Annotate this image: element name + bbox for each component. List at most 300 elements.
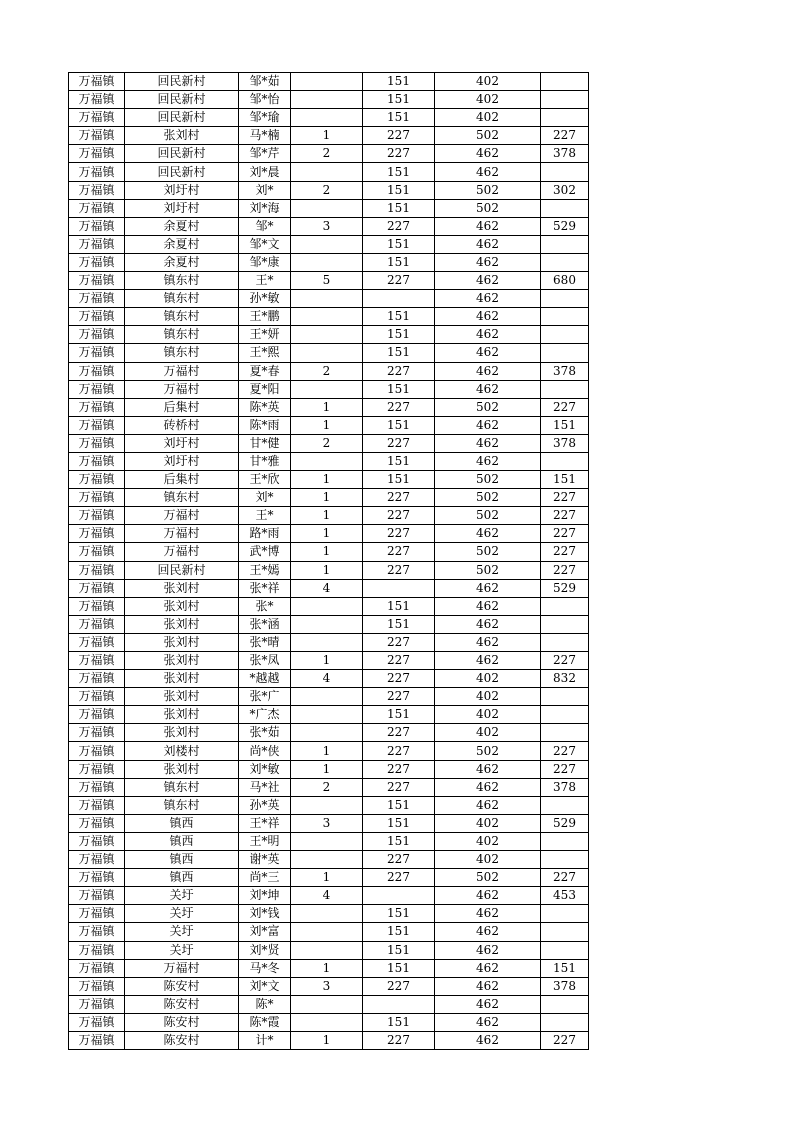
name-cell: 陈*英 bbox=[239, 398, 291, 416]
amount-a-cell: 227 bbox=[363, 507, 435, 525]
count-cell: 1 bbox=[291, 652, 363, 670]
name-cell: 刘*海 bbox=[239, 199, 291, 217]
town-cell: 万福镇 bbox=[69, 706, 125, 724]
amount-a-cell bbox=[363, 579, 435, 597]
total-cell bbox=[541, 724, 589, 742]
amount-b-cell: 462 bbox=[435, 579, 541, 597]
amount-b-cell: 402 bbox=[435, 670, 541, 688]
name-cell: 马*冬 bbox=[239, 959, 291, 977]
count-cell: 1 bbox=[291, 416, 363, 434]
amount-b-cell: 462 bbox=[435, 760, 541, 778]
count-cell bbox=[291, 832, 363, 850]
village-cell: 镇东村 bbox=[125, 290, 239, 308]
amount-b-cell: 502 bbox=[435, 507, 541, 525]
village-cell: 镇东村 bbox=[125, 326, 239, 344]
name-cell: 王*熙 bbox=[239, 344, 291, 362]
total-cell: 151 bbox=[541, 471, 589, 489]
count-cell: 2 bbox=[291, 145, 363, 163]
village-cell: 陈安村 bbox=[125, 995, 239, 1013]
name-cell: 邹*文 bbox=[239, 235, 291, 253]
village-cell: 陈安村 bbox=[125, 1013, 239, 1031]
village-cell: 陈安村 bbox=[125, 977, 239, 995]
table-row bbox=[69, 851, 589, 869]
amount-a-cell: 151 bbox=[363, 181, 435, 199]
table-row bbox=[69, 652, 589, 670]
town-cell: 万福镇 bbox=[69, 253, 125, 271]
table-row bbox=[69, 905, 589, 923]
name-cell: 邹*芹 bbox=[239, 145, 291, 163]
amount-b-cell: 502 bbox=[435, 199, 541, 217]
amount-a-cell: 151 bbox=[363, 199, 435, 217]
table-row bbox=[69, 760, 589, 778]
count-cell: 1 bbox=[291, 489, 363, 507]
total-cell: 227 bbox=[541, 1031, 589, 1049]
total-cell: 227 bbox=[541, 525, 589, 543]
village-cell: 镇东村 bbox=[125, 344, 239, 362]
village-cell: 砖桥村 bbox=[125, 416, 239, 434]
amount-a-cell: 151 bbox=[363, 416, 435, 434]
amount-a-cell: 151 bbox=[363, 471, 435, 489]
name-cell: 陈*霞 bbox=[239, 1013, 291, 1031]
total-cell: 378 bbox=[541, 434, 589, 452]
town-cell: 万福镇 bbox=[69, 995, 125, 1013]
amount-a-cell: 227 bbox=[363, 977, 435, 995]
amount-b-cell: 462 bbox=[435, 326, 541, 344]
village-cell: 张刘村 bbox=[125, 579, 239, 597]
amount-a-cell bbox=[363, 887, 435, 905]
amount-b-cell: 402 bbox=[435, 688, 541, 706]
amount-b-cell: 462 bbox=[435, 977, 541, 995]
name-cell: 王* bbox=[239, 272, 291, 290]
amount-b-cell: 462 bbox=[435, 796, 541, 814]
total-cell: 378 bbox=[541, 362, 589, 380]
town-cell: 万福镇 bbox=[69, 615, 125, 633]
village-cell: 张刘村 bbox=[125, 724, 239, 742]
town-cell: 万福镇 bbox=[69, 525, 125, 543]
total-cell: 227 bbox=[541, 742, 589, 760]
amount-a-cell: 227 bbox=[363, 633, 435, 651]
name-cell: 刘*钱 bbox=[239, 905, 291, 923]
amount-a-cell: 151 bbox=[363, 941, 435, 959]
name-cell: 张*广 bbox=[239, 688, 291, 706]
table-row bbox=[69, 416, 589, 434]
count-cell bbox=[291, 633, 363, 651]
amount-b-cell: 502 bbox=[435, 543, 541, 561]
town-cell: 万福镇 bbox=[69, 905, 125, 923]
amount-b-cell: 462 bbox=[435, 163, 541, 181]
amount-b-cell: 462 bbox=[435, 941, 541, 959]
table-row bbox=[69, 290, 589, 308]
village-cell: 镇东村 bbox=[125, 778, 239, 796]
table-body bbox=[69, 73, 589, 1050]
village-cell: 镇东村 bbox=[125, 796, 239, 814]
amount-b-cell: 462 bbox=[435, 362, 541, 380]
village-cell: 后集村 bbox=[125, 398, 239, 416]
total-cell bbox=[541, 706, 589, 724]
amount-b-cell: 462 bbox=[435, 652, 541, 670]
count-cell bbox=[291, 796, 363, 814]
data-table bbox=[68, 72, 589, 1050]
amount-b-cell: 462 bbox=[435, 308, 541, 326]
count-cell: 2 bbox=[291, 181, 363, 199]
table-row bbox=[69, 615, 589, 633]
name-cell: 邹*怡 bbox=[239, 91, 291, 109]
total-cell bbox=[541, 380, 589, 398]
count-cell bbox=[291, 724, 363, 742]
table-row bbox=[69, 145, 589, 163]
count-cell bbox=[291, 923, 363, 941]
table-row bbox=[69, 507, 589, 525]
amount-b-cell: 462 bbox=[435, 615, 541, 633]
count-cell: 2 bbox=[291, 434, 363, 452]
name-cell: 马*社 bbox=[239, 778, 291, 796]
amount-a-cell: 227 bbox=[363, 561, 435, 579]
table-row bbox=[69, 163, 589, 181]
town-cell: 万福镇 bbox=[69, 398, 125, 416]
town-cell: 万福镇 bbox=[69, 326, 125, 344]
amount-a-cell: 151 bbox=[363, 923, 435, 941]
town-cell: 万福镇 bbox=[69, 217, 125, 235]
total-cell: 378 bbox=[541, 977, 589, 995]
table-row bbox=[69, 941, 589, 959]
table-row bbox=[69, 235, 589, 253]
amount-a-cell: 151 bbox=[363, 1013, 435, 1031]
total-cell bbox=[541, 597, 589, 615]
town-cell: 万福镇 bbox=[69, 760, 125, 778]
town-cell: 万福镇 bbox=[69, 362, 125, 380]
village-cell: 回民新村 bbox=[125, 561, 239, 579]
total-cell: 302 bbox=[541, 181, 589, 199]
table-row bbox=[69, 688, 589, 706]
village-cell: 张刘村 bbox=[125, 670, 239, 688]
village-cell: 后集村 bbox=[125, 471, 239, 489]
count-cell bbox=[291, 308, 363, 326]
town-cell: 万福镇 bbox=[69, 579, 125, 597]
amount-b-cell: 462 bbox=[435, 290, 541, 308]
amount-b-cell: 402 bbox=[435, 706, 541, 724]
table-row bbox=[69, 814, 589, 832]
village-cell: 张刘村 bbox=[125, 597, 239, 615]
total-cell: 832 bbox=[541, 670, 589, 688]
amount-a-cell: 227 bbox=[363, 760, 435, 778]
total-cell: 151 bbox=[541, 959, 589, 977]
town-cell: 万福镇 bbox=[69, 272, 125, 290]
name-cell: 张*涵 bbox=[239, 615, 291, 633]
table-row bbox=[69, 670, 589, 688]
table-row bbox=[69, 253, 589, 271]
total-cell: 227 bbox=[541, 489, 589, 507]
amount-b-cell: 462 bbox=[435, 923, 541, 941]
table-row bbox=[69, 434, 589, 452]
village-cell: 镇西 bbox=[125, 832, 239, 850]
amount-a-cell: 227 bbox=[363, 851, 435, 869]
village-cell: 镇西 bbox=[125, 851, 239, 869]
name-cell: 孙*敏 bbox=[239, 290, 291, 308]
town-cell: 万福镇 bbox=[69, 724, 125, 742]
count-cell: 1 bbox=[291, 869, 363, 887]
table-row bbox=[69, 452, 589, 470]
total-cell bbox=[541, 452, 589, 470]
count-cell bbox=[291, 905, 363, 923]
amount-a-cell: 227 bbox=[363, 127, 435, 145]
count-cell bbox=[291, 344, 363, 362]
amount-b-cell: 502 bbox=[435, 489, 541, 507]
total-cell bbox=[541, 851, 589, 869]
amount-a-cell: 227 bbox=[363, 217, 435, 235]
amount-a-cell bbox=[363, 995, 435, 1013]
amount-a-cell: 151 bbox=[363, 706, 435, 724]
total-cell bbox=[541, 995, 589, 1013]
village-cell: 万福村 bbox=[125, 525, 239, 543]
amount-b-cell: 462 bbox=[435, 217, 541, 235]
total-cell: 529 bbox=[541, 217, 589, 235]
town-cell: 万福镇 bbox=[69, 869, 125, 887]
town-cell: 万福镇 bbox=[69, 832, 125, 850]
table-row bbox=[69, 923, 589, 941]
amount-b-cell: 462 bbox=[435, 1031, 541, 1049]
amount-a-cell: 151 bbox=[363, 73, 435, 91]
amount-b-cell: 462 bbox=[435, 995, 541, 1013]
name-cell: 刘*富 bbox=[239, 923, 291, 941]
amount-b-cell: 402 bbox=[435, 91, 541, 109]
amount-a-cell: 151 bbox=[363, 959, 435, 977]
village-cell: 张刘村 bbox=[125, 615, 239, 633]
name-cell: 王* bbox=[239, 507, 291, 525]
town-cell: 万福镇 bbox=[69, 887, 125, 905]
amount-b-cell: 462 bbox=[435, 959, 541, 977]
total-cell bbox=[541, 905, 589, 923]
name-cell: 邹*茹 bbox=[239, 73, 291, 91]
town-cell: 万福镇 bbox=[69, 633, 125, 651]
table-row bbox=[69, 1031, 589, 1049]
table-row bbox=[69, 995, 589, 1013]
town-cell: 万福镇 bbox=[69, 380, 125, 398]
amount-a-cell: 151 bbox=[363, 452, 435, 470]
table-row bbox=[69, 724, 589, 742]
village-cell: 张刘村 bbox=[125, 127, 239, 145]
village-cell: 关圩 bbox=[125, 923, 239, 941]
count-cell bbox=[291, 1013, 363, 1031]
amount-a-cell: 227 bbox=[363, 272, 435, 290]
village-cell: 余夏村 bbox=[125, 253, 239, 271]
total-cell: 151 bbox=[541, 416, 589, 434]
name-cell: 计* bbox=[239, 1031, 291, 1049]
village-cell: 回民新村 bbox=[125, 91, 239, 109]
amount-a-cell: 227 bbox=[363, 489, 435, 507]
amount-b-cell: 502 bbox=[435, 561, 541, 579]
name-cell: 王*妍 bbox=[239, 326, 291, 344]
count-cell: 1 bbox=[291, 760, 363, 778]
count-cell: 4 bbox=[291, 579, 363, 597]
village-cell: 万福村 bbox=[125, 507, 239, 525]
amount-b-cell: 462 bbox=[435, 145, 541, 163]
name-cell: 王*明 bbox=[239, 832, 291, 850]
count-cell: 1 bbox=[291, 398, 363, 416]
name-cell: 尚*三 bbox=[239, 869, 291, 887]
town-cell: 万福镇 bbox=[69, 145, 125, 163]
village-cell: 关圩 bbox=[125, 887, 239, 905]
name-cell: *广杰 bbox=[239, 706, 291, 724]
amount-b-cell: 402 bbox=[435, 851, 541, 869]
table-row bbox=[69, 344, 589, 362]
total-cell: 378 bbox=[541, 145, 589, 163]
count-cell bbox=[291, 995, 363, 1013]
count-cell: 2 bbox=[291, 778, 363, 796]
name-cell: 王*鹏 bbox=[239, 308, 291, 326]
name-cell: 孙*英 bbox=[239, 796, 291, 814]
count-cell bbox=[291, 91, 363, 109]
town-cell: 万福镇 bbox=[69, 199, 125, 217]
town-cell: 万福镇 bbox=[69, 561, 125, 579]
name-cell: 刘* bbox=[239, 181, 291, 199]
total-cell bbox=[541, 253, 589, 271]
amount-a-cell: 151 bbox=[363, 796, 435, 814]
name-cell: 刘* bbox=[239, 489, 291, 507]
amount-b-cell: 502 bbox=[435, 869, 541, 887]
count-cell bbox=[291, 851, 363, 869]
table-row bbox=[69, 127, 589, 145]
table-row bbox=[69, 832, 589, 850]
amount-b-cell: 402 bbox=[435, 832, 541, 850]
count-cell bbox=[291, 688, 363, 706]
town-cell: 万福镇 bbox=[69, 434, 125, 452]
total-cell: 227 bbox=[541, 543, 589, 561]
amount-a-cell: 151 bbox=[363, 905, 435, 923]
town-cell: 万福镇 bbox=[69, 489, 125, 507]
amount-a-cell: 151 bbox=[363, 615, 435, 633]
count-cell: 1 bbox=[291, 959, 363, 977]
town-cell: 万福镇 bbox=[69, 1031, 125, 1049]
name-cell: 邹*康 bbox=[239, 253, 291, 271]
count-cell: 1 bbox=[291, 507, 363, 525]
total-cell bbox=[541, 1013, 589, 1031]
village-cell: 刘圩村 bbox=[125, 434, 239, 452]
town-cell: 万福镇 bbox=[69, 471, 125, 489]
town-cell: 万福镇 bbox=[69, 959, 125, 977]
name-cell: 邹*瑜 bbox=[239, 109, 291, 127]
village-cell: 关圩 bbox=[125, 941, 239, 959]
name-cell: 陈* bbox=[239, 995, 291, 1013]
total-cell: 378 bbox=[541, 778, 589, 796]
name-cell: 尚*侠 bbox=[239, 742, 291, 760]
amount-a-cell: 227 bbox=[363, 778, 435, 796]
count-cell bbox=[291, 235, 363, 253]
total-cell: 453 bbox=[541, 887, 589, 905]
table-row bbox=[69, 778, 589, 796]
total-cell: 227 bbox=[541, 760, 589, 778]
village-cell: 刘圩村 bbox=[125, 452, 239, 470]
amount-b-cell: 462 bbox=[435, 525, 541, 543]
total-cell bbox=[541, 923, 589, 941]
amount-a-cell: 151 bbox=[363, 163, 435, 181]
total-cell: 227 bbox=[541, 127, 589, 145]
village-cell: 刘楼村 bbox=[125, 742, 239, 760]
amount-b-cell: 462 bbox=[435, 452, 541, 470]
village-cell: 张刘村 bbox=[125, 760, 239, 778]
village-cell: 刘圩村 bbox=[125, 181, 239, 199]
town-cell: 万福镇 bbox=[69, 127, 125, 145]
town-cell: 万福镇 bbox=[69, 73, 125, 91]
town-cell: 万福镇 bbox=[69, 688, 125, 706]
amount-b-cell: 402 bbox=[435, 724, 541, 742]
town-cell: 万福镇 bbox=[69, 452, 125, 470]
total-cell: 227 bbox=[541, 869, 589, 887]
count-cell bbox=[291, 290, 363, 308]
amount-b-cell: 462 bbox=[435, 434, 541, 452]
town-cell: 万福镇 bbox=[69, 778, 125, 796]
amount-b-cell: 502 bbox=[435, 471, 541, 489]
table-row bbox=[69, 91, 589, 109]
town-cell: 万福镇 bbox=[69, 923, 125, 941]
amount-b-cell: 462 bbox=[435, 380, 541, 398]
name-cell: 马*楠 bbox=[239, 127, 291, 145]
table-row bbox=[69, 199, 589, 217]
count-cell: 1 bbox=[291, 543, 363, 561]
amount-b-cell: 462 bbox=[435, 633, 541, 651]
town-cell: 万福镇 bbox=[69, 670, 125, 688]
amount-a-cell: 151 bbox=[363, 109, 435, 127]
name-cell: 刘*坤 bbox=[239, 887, 291, 905]
town-cell: 万福镇 bbox=[69, 652, 125, 670]
amount-b-cell: 402 bbox=[435, 73, 541, 91]
amount-a-cell: 151 bbox=[363, 814, 435, 832]
village-cell: 张刘村 bbox=[125, 633, 239, 651]
table-row bbox=[69, 308, 589, 326]
name-cell: 刘*敏 bbox=[239, 760, 291, 778]
town-cell: 万福镇 bbox=[69, 507, 125, 525]
name-cell: 王*祥 bbox=[239, 814, 291, 832]
total-cell bbox=[541, 73, 589, 91]
village-cell: 镇西 bbox=[125, 869, 239, 887]
town-cell: 万福镇 bbox=[69, 796, 125, 814]
amount-a-cell: 151 bbox=[363, 326, 435, 344]
count-cell bbox=[291, 380, 363, 398]
town-cell: 万福镇 bbox=[69, 344, 125, 362]
total-cell bbox=[541, 199, 589, 217]
name-cell: 谢*英 bbox=[239, 851, 291, 869]
village-cell: 镇东村 bbox=[125, 272, 239, 290]
town-cell: 万福镇 bbox=[69, 543, 125, 561]
total-cell bbox=[541, 344, 589, 362]
name-cell: 张* bbox=[239, 597, 291, 615]
total-cell bbox=[541, 941, 589, 959]
town-cell: 万福镇 bbox=[69, 109, 125, 127]
name-cell: 邹* bbox=[239, 217, 291, 235]
table-row bbox=[69, 543, 589, 561]
count-cell: 3 bbox=[291, 217, 363, 235]
amount-a-cell: 227 bbox=[363, 688, 435, 706]
name-cell: 王*嫣 bbox=[239, 561, 291, 579]
amount-b-cell: 502 bbox=[435, 181, 541, 199]
count-cell bbox=[291, 941, 363, 959]
village-cell: 回民新村 bbox=[125, 145, 239, 163]
count-cell: 5 bbox=[291, 272, 363, 290]
table-row bbox=[69, 362, 589, 380]
amount-b-cell: 462 bbox=[435, 1013, 541, 1031]
town-cell: 万福镇 bbox=[69, 941, 125, 959]
village-cell: 余夏村 bbox=[125, 235, 239, 253]
count-cell: 4 bbox=[291, 670, 363, 688]
total-cell: 529 bbox=[541, 579, 589, 597]
total-cell bbox=[541, 688, 589, 706]
town-cell: 万福镇 bbox=[69, 742, 125, 760]
count-cell: 4 bbox=[291, 887, 363, 905]
name-cell: 刘*晨 bbox=[239, 163, 291, 181]
table-row bbox=[69, 561, 589, 579]
table-row bbox=[69, 525, 589, 543]
town-cell: 万福镇 bbox=[69, 814, 125, 832]
amount-a-cell: 151 bbox=[363, 597, 435, 615]
